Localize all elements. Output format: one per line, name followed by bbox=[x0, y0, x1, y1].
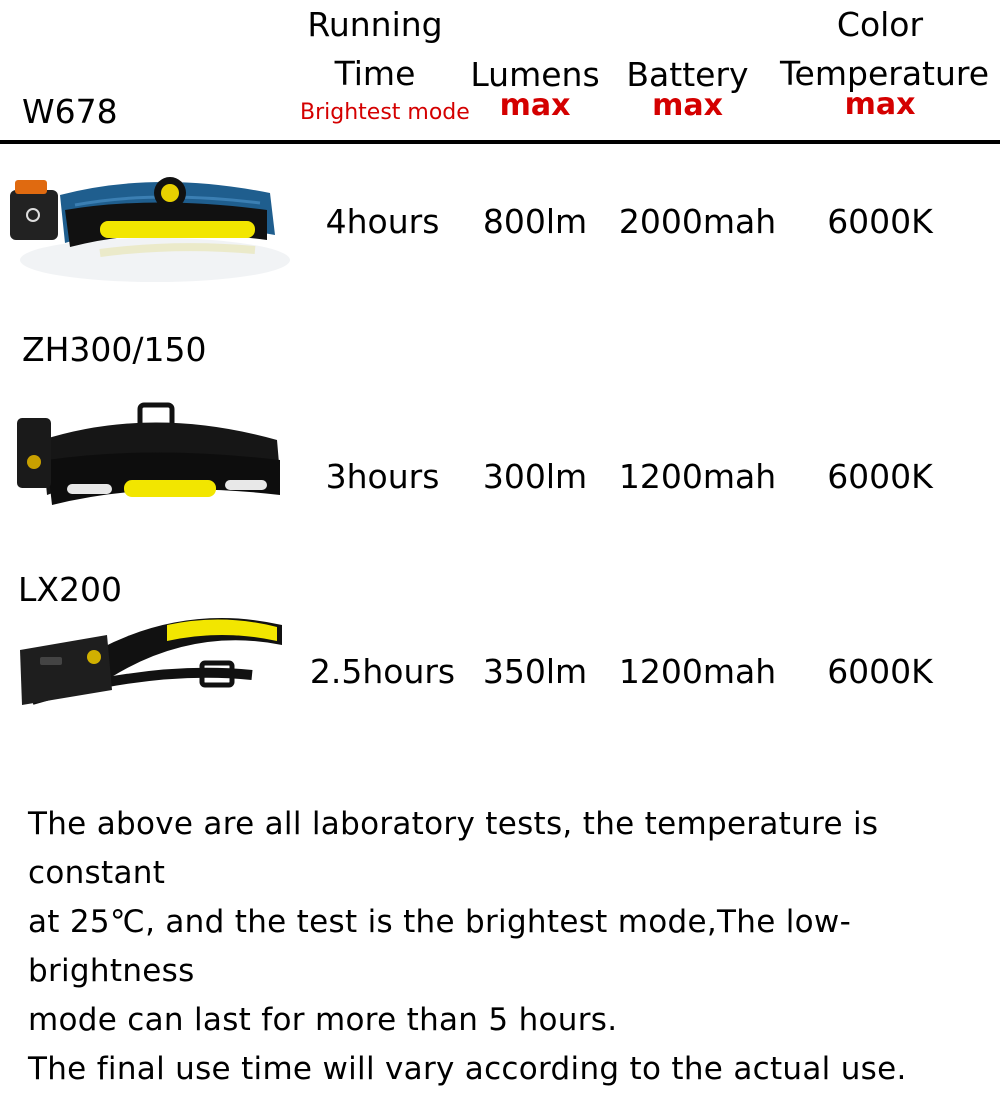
color-temp-label-line2: Temperature bbox=[780, 54, 990, 93]
lumens-header bbox=[470, 55, 600, 123]
test-note bbox=[28, 800, 993, 1094]
battery-label: Battery bbox=[626, 55, 749, 94]
row3-color-temp: 6000K bbox=[827, 652, 933, 691]
row1-running-time: 4hours bbox=[325, 202, 440, 241]
battery-header bbox=[625, 55, 750, 123]
row3-running-time: 2.5hours bbox=[309, 652, 456, 691]
row2-battery: 1200mah bbox=[618, 457, 777, 496]
running-time-label-line2: Time bbox=[334, 54, 416, 93]
note-line3: mode can last for more than 5 hours. bbox=[28, 1002, 618, 1038]
row3-battery: 1200mah bbox=[618, 652, 777, 691]
headlamp-zh300-icon bbox=[12, 400, 287, 515]
color-temp-header bbox=[780, 5, 990, 122]
row3-lumens: 350lm bbox=[482, 652, 588, 691]
row2-lumens: 300lm bbox=[482, 457, 588, 496]
lumens-sub: max bbox=[499, 88, 571, 123]
row2-model: ZH300/150 bbox=[22, 330, 207, 369]
row1-color-temp: 6000K bbox=[827, 202, 933, 241]
row2-running-time: 3hours bbox=[325, 457, 440, 496]
row3-model: LX200 bbox=[18, 570, 122, 609]
row1-battery: 2000mah bbox=[618, 202, 777, 241]
note-line2: at 25℃, and the test is the brightest mode,The low-brightness bbox=[28, 904, 852, 989]
note-line1: The above are all laboratory tests, the temperature is constant bbox=[28, 806, 879, 891]
headlamp-w678-icon bbox=[5, 165, 290, 295]
running-time-label-line1: Running bbox=[307, 5, 443, 44]
battery-sub: max bbox=[652, 88, 723, 123]
note-line4: The final use time will vary according to the actual use. bbox=[28, 1051, 907, 1087]
headlamp-lx200-icon bbox=[12, 605, 287, 720]
row2-color-temp: 6000K bbox=[827, 457, 933, 496]
running-time-header bbox=[295, 5, 455, 93]
lumens-label: Lumens bbox=[470, 55, 600, 94]
color-temp-label-line1: Color bbox=[836, 5, 924, 44]
color-temp-sub: max bbox=[844, 87, 916, 122]
model-column-header: W678 bbox=[22, 92, 118, 131]
header-divider bbox=[0, 140, 1000, 144]
running-time-sub: Brightest mode bbox=[300, 100, 470, 125]
row1-lumens: 800lm bbox=[482, 202, 588, 241]
